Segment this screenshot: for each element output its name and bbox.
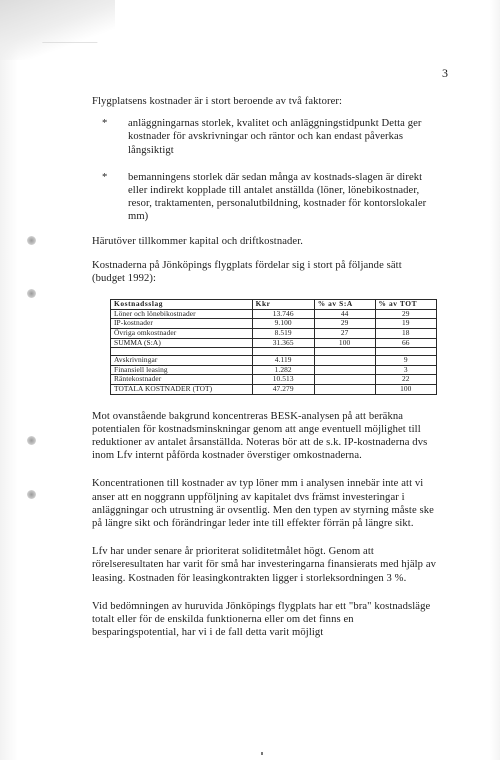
cell-label: Löner och lönebikostnader xyxy=(111,309,253,319)
bullet-text: anläggningarnas storlek, kvalitet och anläggningstidpunkt Detta ger kostnader för avskrivningar och räntor och kan endast påverkas långsiktigt xyxy=(128,118,422,156)
punch-hole xyxy=(27,490,36,499)
cell-kkr: 8.519 xyxy=(252,329,314,339)
after-bullets-paragraph: Härutöver tillkommer kapital och driftkostnader. xyxy=(92,235,304,247)
cell-label: Finansiell leasing xyxy=(111,365,253,375)
cell-label: IP-kostnader xyxy=(111,319,253,329)
bullet-text: bemanningens storlek där sedan många av kostnads-slagen är direkt eller indirekt kopplade till antalet anställda (löner, lönebikostnader, resor, traktamenten, personalutbildning, kostnader för kontorslokaler mm) xyxy=(128,171,427,223)
header-kkr: Kkr xyxy=(252,300,314,310)
table-row xyxy=(111,329,437,339)
cell-pct-tot: 100 xyxy=(375,384,436,394)
body-paragraph: Mot ovanstående bakgrund koncentreras BESK-analysen på att beräkna potentialen för kostnadsminskningar genom att ange eventuell möjlighet till reduktioner av antalet årsanställda. Noteras bör att de s.k. IP-kostnaderna dvs inom Lfv internt påförda kostnader överstiger omkostnaderna. xyxy=(92,410,428,462)
cell-kkr: 13.746 xyxy=(252,309,314,319)
punch-hole xyxy=(27,236,36,245)
cell-kkr: 10.513 xyxy=(252,375,314,385)
table-row xyxy=(111,356,437,366)
cell-kkr: 31.365 xyxy=(252,338,314,348)
cell-pct-tot: 9 xyxy=(375,356,436,366)
cell-label: TOTALA KOSTNADER (TOT) xyxy=(111,384,253,394)
intro-paragraph: Flygplatsens kostnader är i stort beroende av två faktorer: xyxy=(92,96,343,107)
table-intro-paragraph: Kostnaderna på Jönköpings flygplats fördelar sig i stort på följande sätt (budget 1992): xyxy=(92,259,402,285)
table-row xyxy=(111,309,437,319)
cell-pct-sum xyxy=(314,365,375,375)
cost-table xyxy=(110,299,437,394)
cell-pct-sum xyxy=(314,384,375,394)
bullet-mark: * xyxy=(102,171,108,183)
bullet-item xyxy=(92,117,437,157)
body-paragraph: Vid bedömningen av huruvida Jönköpings flygplats har ett "bra" kostnadsläge totalt eller för de enskilda funktionerna eller om det finns en besparingspotential, har vi i de fall detta varit möjligt xyxy=(92,600,431,639)
page-number: 3 xyxy=(442,66,448,80)
cell-label: SUMMA (S:A) xyxy=(111,338,253,348)
cell-kkr: 4.119 xyxy=(252,356,314,366)
cell-pct-tot: 66 xyxy=(375,338,436,348)
document-body xyxy=(92,95,437,639)
cell-pct-sum xyxy=(314,356,375,366)
cell-label: Avskrivningar xyxy=(111,356,253,366)
body-paragraph: Lfv har under senare år prioriterat soliditetmålet högt. Genom att rörelseresultaten har varit för små har investeringarna finansierats med hjälp av leasing. Kostnaden för leasingkontrakten ligger i storleksordningen 3 %. xyxy=(92,546,437,584)
cell-label: Räntekostnader xyxy=(111,375,253,385)
cell-pct-tot: 19 xyxy=(375,319,436,329)
spacer-cell xyxy=(314,348,375,356)
header-kostnadsslag: Kostnadsslag xyxy=(111,300,253,310)
body-paragraph: Koncentrationen till kostnader av typ löner mm i analysen innebär inte att vi anser att en noggrann uppföljning av kapitalet dvs främst investeringar i anläggningar och utrustning är ovsentlig. Men den typen av styrning måste ske på längre sikt och förändringar leder inte till effekter förrän på längre sikt. xyxy=(92,478,434,529)
scan-mark xyxy=(261,752,263,755)
cell-pct-sum xyxy=(314,375,375,385)
table-header-row xyxy=(111,300,437,310)
cell-pct-sum: 100 xyxy=(314,338,375,348)
cell-pct-sum: 29 xyxy=(314,319,375,329)
punch-hole xyxy=(27,289,36,298)
punch-hole xyxy=(27,436,36,445)
cell-pct-tot: 18 xyxy=(375,329,436,339)
table-row xyxy=(111,338,437,348)
header-pct-tot: % av TOT xyxy=(375,300,436,310)
bullet-item xyxy=(92,171,437,224)
cell-label: Övriga omkostnader xyxy=(111,329,253,339)
bullet-mark: * xyxy=(102,118,108,130)
cell-pct-tot: 3 xyxy=(375,365,436,375)
cell-pct-tot: 22 xyxy=(375,375,436,385)
header-pct-sum: % av S:A xyxy=(314,300,375,310)
table-row xyxy=(111,384,437,394)
table-spacer-row xyxy=(111,348,437,356)
cell-pct-sum: 27 xyxy=(314,329,375,339)
cell-pct-sum: 44 xyxy=(314,309,375,319)
cell-kkr: 1.282 xyxy=(252,365,314,375)
cell-pct-tot: 29 xyxy=(375,309,436,319)
cell-kkr: 9.100 xyxy=(252,319,314,329)
cell-kkr: 47.279 xyxy=(252,384,314,394)
